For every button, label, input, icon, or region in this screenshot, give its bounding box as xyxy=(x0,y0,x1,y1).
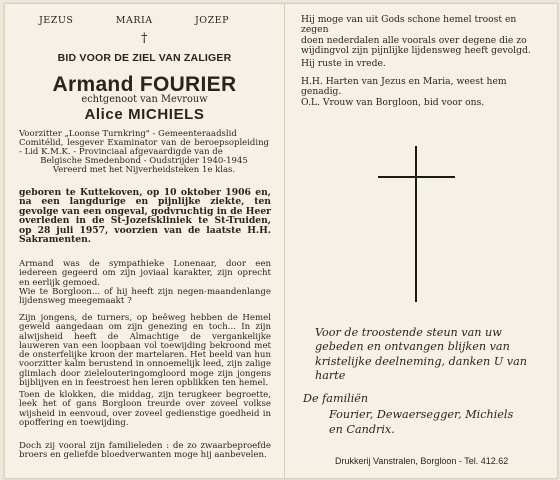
biography: geboren te Kuttekoven, op 10 oktober 1906 en, na een langdurige en pijnlijke ziekte, ten gevolge van een ongeval, godvruchtig in de Heer overleden in de St-Jozefskliniek te St-Truiden, op 28 juli 1957, voorzien van de laatste H.H. Sakramenten. xyxy=(19,187,271,245)
holy-names-header xyxy=(39,15,229,26)
memorial-card xyxy=(4,3,558,479)
tribute-paragraph: Doch zij vooral zijn familieleden : de zo zwaarbeproefde broers en geliefde bloedverwanten moge hij aanbevelen. xyxy=(19,441,271,461)
invocation-line: O.L. Vrouw van Borgloon, bid voor ons. xyxy=(301,96,485,108)
small-cross-icon: † xyxy=(141,31,148,46)
blessing-verse xyxy=(301,15,545,56)
title-line: Belgische Smedenbond - Oudstrijder 1940-1945 xyxy=(40,156,248,166)
header-jezus: JEZUS xyxy=(39,15,74,26)
large-cross-icon xyxy=(415,146,417,302)
title-line: Comitélid, lesgever Examinator van de beroepsopleiding - Lid K.M.K. - Provinciaal afgevaardigde van de xyxy=(19,138,269,157)
deceased-name: Armand FOURIER xyxy=(52,73,237,96)
invocations xyxy=(301,77,545,108)
thanks-message: Voor de troostende steun van uw gebeden en ontvangen blijken van kristelijke deelneming, danken U van harte xyxy=(315,326,527,382)
title-line: Voorzitter „Loonse Turnkring" - Gemeenteraadslid xyxy=(19,129,237,139)
tribute-paragraph: Wie te Borgloon... of hij heeft zijn negen-maandenlange lijdensweg meegemaakt ? xyxy=(19,287,271,307)
header-maria: MARIA xyxy=(115,15,153,26)
honorary-titles xyxy=(19,130,269,175)
verse-line: doen nederdalen alle voorals over degene die zo wijdingvol zijn pijnlijke lijdensweg heeft gevolgd. xyxy=(301,34,531,56)
families-label: De familiën xyxy=(303,392,369,405)
left-panel xyxy=(5,4,284,478)
large-cross-arm xyxy=(378,176,455,178)
families-names-end: en Candrix. xyxy=(329,423,395,436)
spouse-name: Alice MICHIELS xyxy=(84,106,205,123)
verse-line: Hij moge van uit Gods schone hemel troost en zegen xyxy=(301,14,517,36)
printer-credit: Drukkerij Vanstralen, Borgloon - Tel. 412.62 xyxy=(335,456,509,466)
title-line: Vereerd met het Nijverheidsteken 1e klas. xyxy=(52,165,236,175)
tribute-paragraph: Toen de klokken, die middag, zijn terugkeer begroette, leek het of gans Borgloon treurde over zoveel volkse wijsheid in eenvoud, over zoveel gedienstige goedheid in opoffering en toewijding. xyxy=(19,390,271,428)
rest-in-peace: Hij ruste in vrede. xyxy=(301,58,386,69)
prayer-title: BID VOOR DE ZIEL VAN ZALIGER xyxy=(57,52,232,64)
tribute-paragraph: Zijn jongens, de turners, op beêweg hebben de Hemel geweld aangedaan om zijn genezing en toch... In zijn alwijsheid heeft de Almachtige de vergankelijke lauweren van een loopbaan vol toewijding bekroond met de onsterfelijke kroon der martelaren. Het beeld van hun voorzitter kalm berustend in onnoemelijk leed, zijn zalige glimlach door zielelouteringomgloord moge zijn jongens bijblijven en in feestroest hen leren opblikken ten hemel. xyxy=(19,313,271,388)
right-panel xyxy=(285,4,557,478)
tribute-paragraph: Armand was de sympathieke Lonenaar, door een iedereen gegeerd om zijn joviaal karakter, zijn oprecht en eerlijk gemoed. xyxy=(19,259,271,288)
invocation-line: H.H. Harten van Jezus en Maria, weest hem genadig. xyxy=(301,76,507,98)
families-names: Fourier, Dewaersegger, Michiels xyxy=(329,408,514,421)
spouse-prefix: echtgenoot van Mevrouw xyxy=(81,94,208,105)
header-jozep: JOZEP xyxy=(194,15,229,26)
